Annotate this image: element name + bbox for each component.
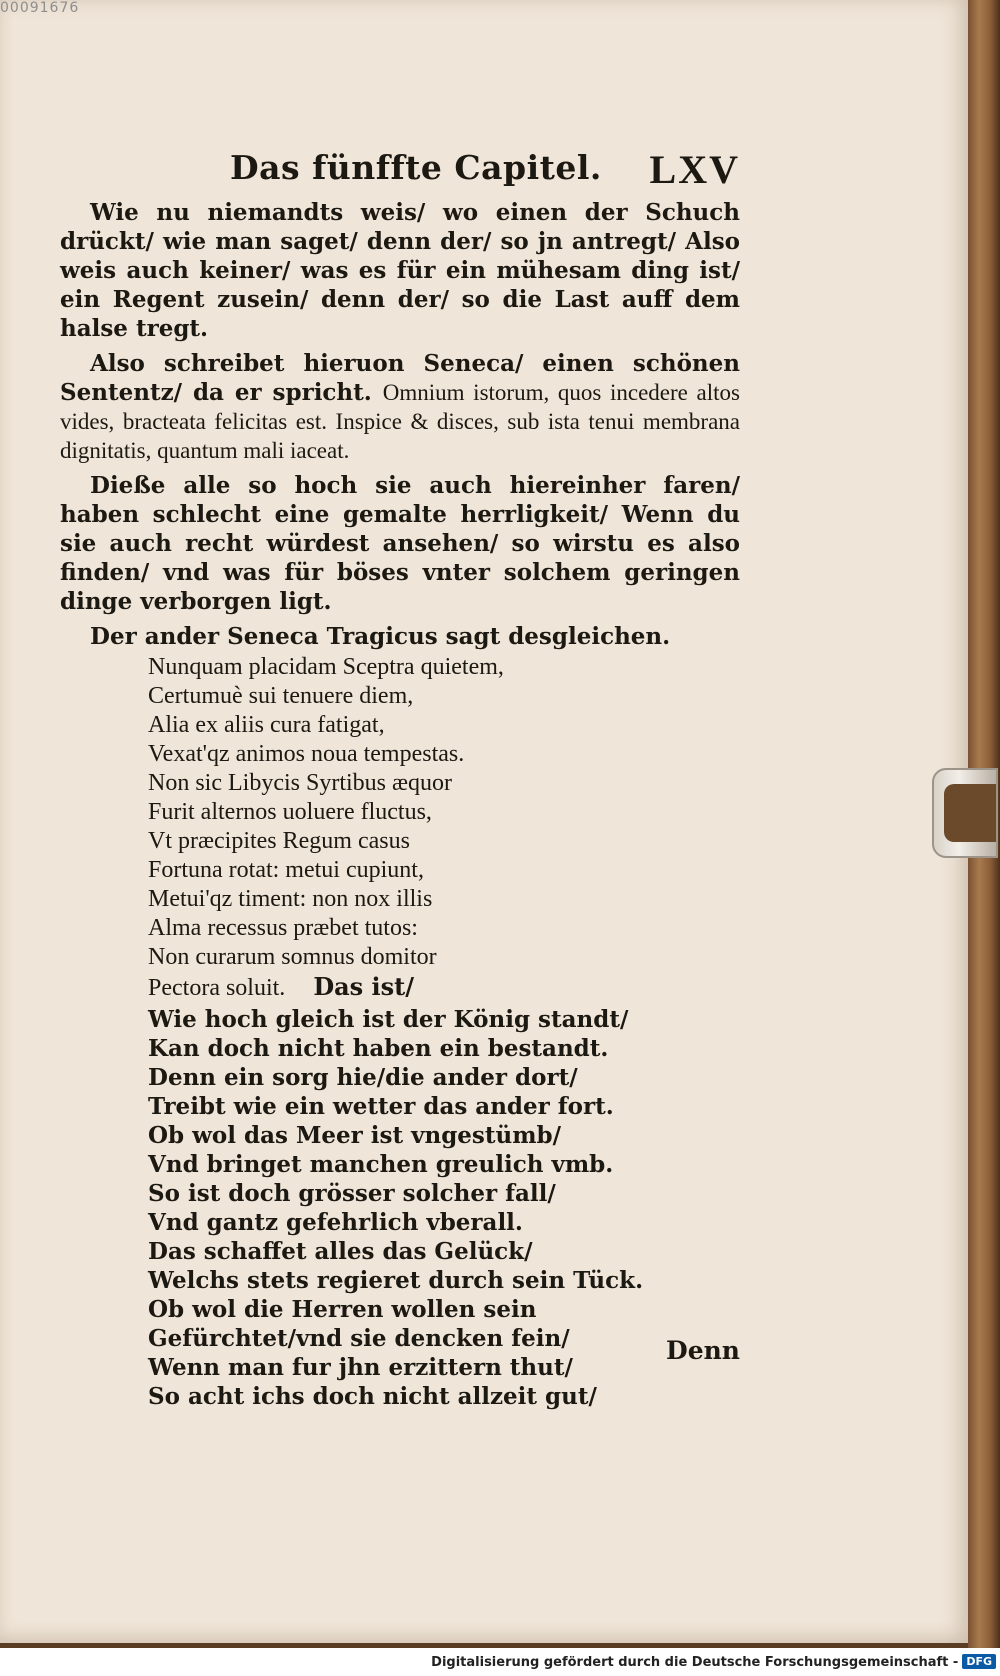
verse-line: Welchs stets regieret durch sein Tück. [148,1267,644,1294]
footer-credit [431,1654,996,1670]
running-head: Das fünffte Capitel. [230,148,602,187]
verse-line: Ob wol die Herren wollen sein [148,1296,537,1323]
page-clip-shadow [944,784,996,842]
verse-line: Nunquam placidam Sceptra quietem, [148,654,504,680]
footer-credit-text: Digitalisierung gefördert durch die Deutsche Forschungsgemeinschaft - [431,1655,959,1670]
german-verse [148,1005,740,1411]
verse-line: Metui'qz timent: non nox illis [148,886,433,912]
paragraph-schuch [60,198,740,343]
dfg-logo: DFG [962,1654,996,1669]
verse-line: Certumuè sui tenuere diem, [148,683,414,709]
catchword: Denn [666,1336,740,1365]
paragraph-seneca [60,349,740,465]
verse-line: Gefürchtet/vnd sie dencken fein/ [148,1325,570,1352]
verse-line: Vnd bringet manchen greulich vmb. [148,1151,614,1178]
page-header [60,148,740,198]
verse-line: Non curarum somnus domitor [148,944,437,970]
page-text-block [60,148,740,1411]
das-ist-label: Das ist/ [313,972,415,1001]
verse-line: Treibt wie ein wetter das ander fort. [148,1093,614,1120]
paragraph-text: Wie nu niemandts weis/ wo einen der Schuch drückt/ wie man saget/ denn der/ so jn antregt/ Also weis auch keiner/ was es für ein mühesam ding ist/ ein Regent zusein/ denn der/ so die Last auff dem halse tregt. [60,199,740,342]
verse-line: Vexat'qz animos noua tempestas. [148,741,465,767]
verse-line: Wenn man fur jhn erzittern thut/ [148,1354,573,1381]
verse-line-last [148,972,740,1003]
verse-line: Alma recessus præbet tutos: [148,915,418,941]
verse-line: Denn ein sorg hie/die ander dort/ [148,1064,578,1091]
verse-line: Non sic Libycis Syrtibus æquor [148,770,452,796]
verse-line: Vt præcipites Regum casus [148,828,410,854]
verse-line: Kan doch nicht haben ein bestandt. [148,1035,609,1062]
paragraph-text: Der ander Seneca Tragicus sagt desgleichen. [90,623,671,650]
verse-line: Alia ex aliis cura fatigat, [148,712,385,738]
verse-line: So acht ichs doch nicht allzeit gut/ [148,1383,597,1410]
verse-line: Das schaffet alles das Gelück/ [148,1238,533,1265]
paragraph-text: Dieße alle so hoch sie auch hiereinher faren/ haben schlecht eine gemalte herrligkeit/ Wenn du sie auch recht würdest ansehen/ so wirstu es also finden/ vnd was für böses vnter solchem geringen dinge verborgen ligt. [60,472,740,615]
paragraph-herrligkeit [60,471,740,616]
verse-line: So ist doch grösser solcher fall/ [148,1180,556,1207]
verse-line: Furit alternos uoluere fluctus, [148,799,432,825]
latin-verse [148,653,740,1003]
paragraph-tragicus [60,622,740,651]
seneca-german-text: Also schreibet hieruon Seneca/ einen schönen Sententz/ da er spricht. [60,350,740,406]
verse-line: Fortuna rotat: metui cupiunt, [148,857,424,883]
verse-line: Vnd gantz gefehrlich vberall. [148,1209,523,1236]
seneca-latin-quote: Omnium istorum, quos incedere altos vides, bracteata felicitas est. Inspice & disces, sub ista tenui membrana dignitatis, quantum mali iaceat. [60,380,740,463]
page-clip [932,768,998,858]
scan-reference-number: 00091676 [0,0,80,16]
folio-number: LXV [649,147,740,192]
verse-line: Ob wol das Meer ist vngestümb/ [148,1122,562,1149]
verse-line: Wie hoch gleich ist der König standt/ [148,1006,629,1033]
verse-line-text: Pectora soluit. [148,975,286,1001]
